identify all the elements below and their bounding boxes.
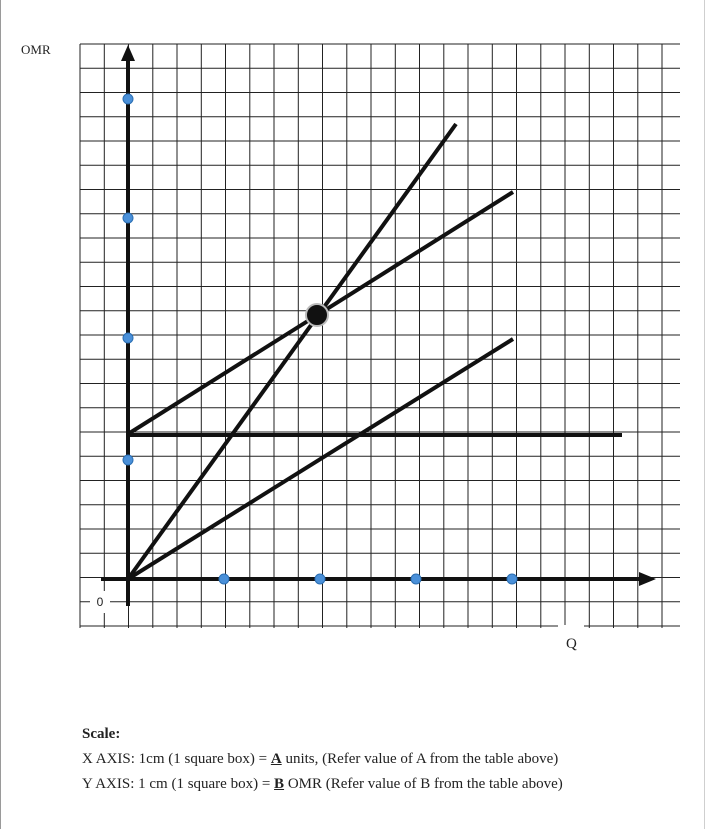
grid-paper <box>80 44 680 628</box>
x-axis-scale-row <box>82 747 563 772</box>
y-scale-suffix: OMR (Refer value of B from the table above) <box>284 776 563 792</box>
tick-marker <box>123 455 133 465</box>
tick-marker <box>123 213 133 223</box>
x-label-background <box>558 625 584 635</box>
axis-tick-markers <box>123 94 517 584</box>
y-axis-label: OMR <box>21 42 51 57</box>
y-scale-prefix: Y AXIS: 1 cm (1 square box) = <box>82 776 275 792</box>
scale-note <box>82 722 563 797</box>
x-axis-label: Q <box>566 636 577 652</box>
x-scale-prefix: X AXIS: 1cm (1 square box) = <box>82 751 271 767</box>
tick-marker <box>411 574 421 584</box>
intersection-point <box>306 304 328 326</box>
x-axis-arrow <box>639 572 656 586</box>
y-axis-scale-row <box>82 772 563 797</box>
tick-marker <box>123 94 133 104</box>
lower-sloping-line <box>128 339 513 579</box>
y-scale-placeholder: B <box>274 776 285 792</box>
y-axis-arrow <box>121 45 135 61</box>
origin-label: 0 <box>90 591 110 613</box>
tick-marker <box>315 574 325 584</box>
x-scale-placeholder: A <box>270 751 282 767</box>
tick-marker <box>219 574 229 584</box>
tick-marker <box>123 333 133 343</box>
x-scale-suffix: units, (Refer value of A from the table above) <box>281 751 559 767</box>
tick-marker <box>507 574 517 584</box>
scale-title: Scale: <box>82 726 121 742</box>
